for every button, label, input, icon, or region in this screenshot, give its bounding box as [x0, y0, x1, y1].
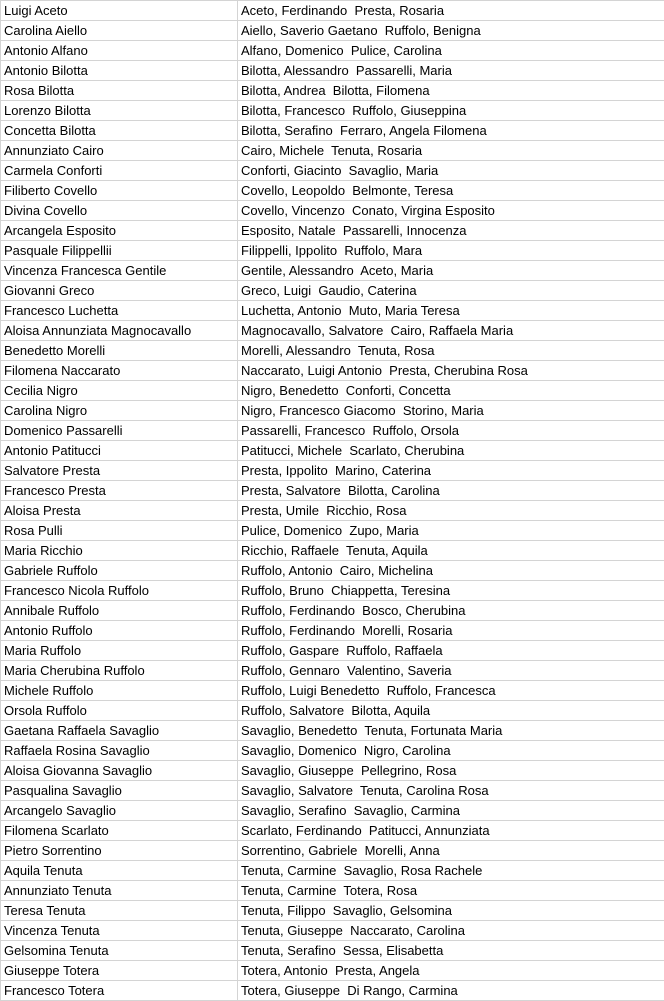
parents-cell[interactable]: Morelli, Alessandro Tenuta, Rosa: [238, 341, 664, 361]
table-row: [1, 321, 664, 341]
person-name-cell[interactable]: Aloisa Annunziata Magnocavallo: [1, 321, 238, 341]
table-row: [1, 501, 664, 521]
parents-cell[interactable]: Bilotta, Alessandro Passarelli, Maria: [238, 61, 664, 81]
table-row: [1, 881, 664, 901]
table-row: [1, 921, 664, 941]
parents-cell[interactable]: Esposito, Natale Passarelli, Innocenza: [238, 221, 664, 241]
person-name-cell[interactable]: Annibale Ruffolo: [1, 601, 238, 621]
person-name-cell[interactable]: Maria Ricchio: [1, 541, 238, 561]
table-row: [1, 341, 664, 361]
table-row: [1, 221, 664, 241]
parents-cell[interactable]: Tenuta, Giuseppe Naccarato, Carolina: [238, 921, 664, 941]
table-row: [1, 781, 664, 801]
person-name-cell[interactable]: Benedetto Morelli: [1, 341, 238, 361]
parents-cell[interactable]: Presta, Ippolito Marino, Caterina: [238, 461, 664, 481]
parents-cell[interactable]: Conforti, Giacinto Savaglio, Maria: [238, 161, 664, 181]
table-row: [1, 761, 664, 781]
person-name-cell[interactable]: Pasqualina Savaglio: [1, 781, 238, 801]
table-row: [1, 1, 664, 21]
person-name-cell[interactable]: Teresa Tenuta: [1, 901, 238, 921]
table-row: [1, 61, 664, 81]
table-row: [1, 461, 664, 481]
parents-cell[interactable]: Totera, Giuseppe Di Rango, Carmina: [238, 981, 664, 1001]
parents-cell[interactable]: Presta, Umile Ricchio, Rosa: [238, 501, 664, 521]
parents-cell[interactable]: Covello, Vincenzo Conato, Virgina Esposito: [238, 201, 664, 221]
parents-cell[interactable]: Ruffolo, Gaspare Ruffolo, Raffaela: [238, 641, 664, 661]
parents-cell[interactable]: Alfano, Domenico Pulice, Carolina: [238, 41, 664, 61]
parents-cell[interactable]: Savaglio, Salvatore Tenuta, Carolina Rosa: [238, 781, 664, 801]
person-name-cell[interactable]: Raffaela Rosina Savaglio: [1, 741, 238, 761]
table-row: [1, 681, 664, 701]
parents-cell[interactable]: Bilotta, Francesco Ruffolo, Giuseppina: [238, 101, 664, 121]
parents-cell[interactable]: Luchetta, Antonio Muto, Maria Teresa: [238, 301, 664, 321]
table-row: [1, 641, 664, 661]
parents-cell[interactable]: Ruffolo, Gennaro Valentino, Saveria: [238, 661, 664, 681]
person-name-cell[interactable]: Aloisa Presta: [1, 501, 238, 521]
person-name-cell[interactable]: Giuseppe Totera: [1, 961, 238, 981]
parents-cell[interactable]: Tenuta, Filippo Savaglio, Gelsomina: [238, 901, 664, 921]
parents-cell[interactable]: Ruffolo, Ferdinando Bosco, Cherubina: [238, 601, 664, 621]
person-name-cell[interactable]: Aquila Tenuta: [1, 861, 238, 881]
person-name-cell[interactable]: Cecilia Nigro: [1, 381, 238, 401]
table-row: [1, 701, 664, 721]
table-row: [1, 521, 664, 541]
table-row: [1, 361, 664, 381]
parents-cell[interactable]: Nigro, Francesco Giacomo Storino, Maria: [238, 401, 664, 421]
parents-cell[interactable]: Cairo, Michele Tenuta, Rosaria: [238, 141, 664, 161]
parents-cell[interactable]: Tenuta, Serafino Sessa, Elisabetta: [238, 941, 664, 961]
person-name-cell[interactable]: Antonio Patitucci: [1, 441, 238, 461]
table-row: [1, 21, 664, 41]
person-name-cell[interactable]: Annunziato Cairo: [1, 141, 238, 161]
table-row: [1, 901, 664, 921]
person-name-cell[interactable]: Antonio Ruffolo: [1, 621, 238, 641]
parents-cell[interactable]: Ricchio, Raffaele Tenuta, Aquila: [238, 541, 664, 561]
parents-cell[interactable]: Savaglio, Domenico Nigro, Carolina: [238, 741, 664, 761]
person-name-cell[interactable]: Vincenza Francesca Gentile: [1, 261, 238, 281]
person-name-cell[interactable]: Michele Ruffolo: [1, 681, 238, 701]
table-row: [1, 561, 664, 581]
person-name-cell[interactable]: Rosa Bilotta: [1, 81, 238, 101]
person-name-cell[interactable]: Aloisa Giovanna Savaglio: [1, 761, 238, 781]
table-row: [1, 141, 664, 161]
person-name-cell[interactable]: Pietro Sorrentino: [1, 841, 238, 861]
table-row: [1, 121, 664, 141]
table-row: [1, 161, 664, 181]
person-name-cell[interactable]: Arcangelo Savaglio: [1, 801, 238, 821]
person-name-cell[interactable]: Antonio Alfano: [1, 41, 238, 61]
person-name-cell[interactable]: Carolina Nigro: [1, 401, 238, 421]
person-name-cell[interactable]: Maria Ruffolo: [1, 641, 238, 661]
person-name-cell[interactable]: Francesco Luchetta: [1, 301, 238, 321]
person-name-cell[interactable]: Filomena Naccarato: [1, 361, 238, 381]
table-row: [1, 81, 664, 101]
table-row: [1, 261, 664, 281]
table-row: [1, 821, 664, 841]
person-name-cell[interactable]: Francesco Presta: [1, 481, 238, 501]
table-row: [1, 101, 664, 121]
table-row: [1, 181, 664, 201]
parents-cell[interactable]: Bilotta, Andrea Bilotta, Filomena: [238, 81, 664, 101]
person-name-cell[interactable]: Luigi Aceto: [1, 1, 238, 21]
parents-cell[interactable]: Covello, Leopoldo Belmonte, Teresa: [238, 181, 664, 201]
person-name-cell[interactable]: Filiberto Covello: [1, 181, 238, 201]
parents-cell[interactable]: Bilotta, Serafino Ferraro, Angela Filomena: [238, 121, 664, 141]
parents-cell[interactable]: Tenuta, Carmine Totera, Rosa: [238, 881, 664, 901]
table-row: [1, 621, 664, 641]
table-row: [1, 381, 664, 401]
parents-cell[interactable]: Ruffolo, Salvatore Bilotta, Aquila: [238, 701, 664, 721]
person-name-cell[interactable]: Maria Cherubina Ruffolo: [1, 661, 238, 681]
table-row: [1, 581, 664, 601]
parents-cell[interactable]: Ruffolo, Antonio Cairo, Michelina: [238, 561, 664, 581]
table-row: [1, 421, 664, 441]
parents-cell[interactable]: Ruffolo, Ferdinando Morelli, Rosaria: [238, 621, 664, 641]
person-name-cell[interactable]: Orsola Ruffolo: [1, 701, 238, 721]
parents-cell[interactable]: Greco, Luigi Gaudio, Caterina: [238, 281, 664, 301]
parents-cell[interactable]: Sorrentino, Gabriele Morelli, Anna: [238, 841, 664, 861]
records-table-body: [1, 1, 664, 1001]
parents-cell[interactable]: Ruffolo, Luigi Benedetto Ruffolo, Francesca: [238, 681, 664, 701]
parents-cell[interactable]: Passarelli, Francesco Ruffolo, Orsola: [238, 421, 664, 441]
table-row: [1, 301, 664, 321]
parents-cell[interactable]: Magnocavallo, Salvatore Cairo, Raffaela Maria: [238, 321, 664, 341]
table-row: [1, 241, 664, 261]
person-name-cell[interactable]: Domenico Passarelli: [1, 421, 238, 441]
table-row: [1, 481, 664, 501]
table-row: [1, 201, 664, 221]
parents-cell[interactable]: Savaglio, Serafino Savaglio, Carmina: [238, 801, 664, 821]
parents-cell[interactable]: Gentile, Alessandro Aceto, Maria: [238, 261, 664, 281]
parents-cell[interactable]: Presta, Salvatore Bilotta, Carolina: [238, 481, 664, 501]
person-name-cell[interactable]: Carmela Conforti: [1, 161, 238, 181]
person-name-cell[interactable]: Antonio Bilotta: [1, 61, 238, 81]
parents-cell[interactable]: Pulice, Domenico Zupo, Maria: [238, 521, 664, 541]
parents-cell[interactable]: Tenuta, Carmine Savaglio, Rosa Rachele: [238, 861, 664, 881]
table-row: [1, 801, 664, 821]
parents-cell[interactable]: Naccarato, Luigi Antonio Presta, Cherubina Rosa: [238, 361, 664, 381]
parents-cell[interactable]: Scarlato, Ferdinando Patitucci, Annunziata: [238, 821, 664, 841]
table-row: [1, 941, 664, 961]
person-name-cell[interactable]: Filomena Scarlato: [1, 821, 238, 841]
table-row: [1, 541, 664, 561]
parents-cell[interactable]: Savaglio, Giuseppe Pellegrino, Rosa: [238, 761, 664, 781]
table-row: [1, 601, 664, 621]
table-row: [1, 721, 664, 741]
table-row: [1, 281, 664, 301]
person-name-cell[interactable]: Arcangela Esposito: [1, 221, 238, 241]
table-row: [1, 981, 664, 1001]
table-row: [1, 841, 664, 861]
person-name-cell[interactable]: Francesco Nicola Ruffolo: [1, 581, 238, 601]
table-row: [1, 441, 664, 461]
table-row: [1, 661, 664, 681]
person-name-cell[interactable]: Rosa Pulli: [1, 521, 238, 541]
person-name-cell[interactable]: Annunziato Tenuta: [1, 881, 238, 901]
table-row: [1, 401, 664, 421]
person-name-cell[interactable]: Gaetana Raffaela Savaglio: [1, 721, 238, 741]
person-name-cell[interactable]: Gelsomina Tenuta: [1, 941, 238, 961]
parents-cell[interactable]: Savaglio, Benedetto Tenuta, Fortunata Maria: [238, 721, 664, 741]
parents-cell[interactable]: Nigro, Benedetto Conforti, Concetta: [238, 381, 664, 401]
person-name-cell[interactable]: Lorenzo Bilotta: [1, 101, 238, 121]
table-row: [1, 741, 664, 761]
table-row: [1, 961, 664, 981]
parents-cell[interactable]: Aiello, Saverio Gaetano Ruffolo, Benigna: [238, 21, 664, 41]
person-name-cell[interactable]: Salvatore Presta: [1, 461, 238, 481]
person-name-cell[interactable]: Giovanni Greco: [1, 281, 238, 301]
table-row: [1, 861, 664, 881]
person-name-cell[interactable]: Vincenza Tenuta: [1, 921, 238, 941]
person-name-cell[interactable]: Carolina Aiello: [1, 21, 238, 41]
parents-cell[interactable]: Ruffolo, Bruno Chiappetta, Teresina: [238, 581, 664, 601]
parents-cell[interactable]: Totera, Antonio Presta, Angela: [238, 961, 664, 981]
table-row: [1, 41, 664, 61]
person-name-cell[interactable]: Divina Covello: [1, 201, 238, 221]
person-name-cell[interactable]: Pasquale Filippellii: [1, 241, 238, 261]
parents-cell[interactable]: Patitucci, Michele Scarlato, Cherubina: [238, 441, 664, 461]
person-name-cell[interactable]: Francesco Totera: [1, 981, 238, 1001]
parents-cell[interactable]: Filippelli, Ippolito Ruffolo, Mara: [238, 241, 664, 261]
person-name-cell[interactable]: Gabriele Ruffolo: [1, 561, 238, 581]
parents-cell[interactable]: Aceto, Ferdinando Presta, Rosaria: [238, 1, 664, 21]
person-name-cell[interactable]: Concetta Bilotta: [1, 121, 238, 141]
